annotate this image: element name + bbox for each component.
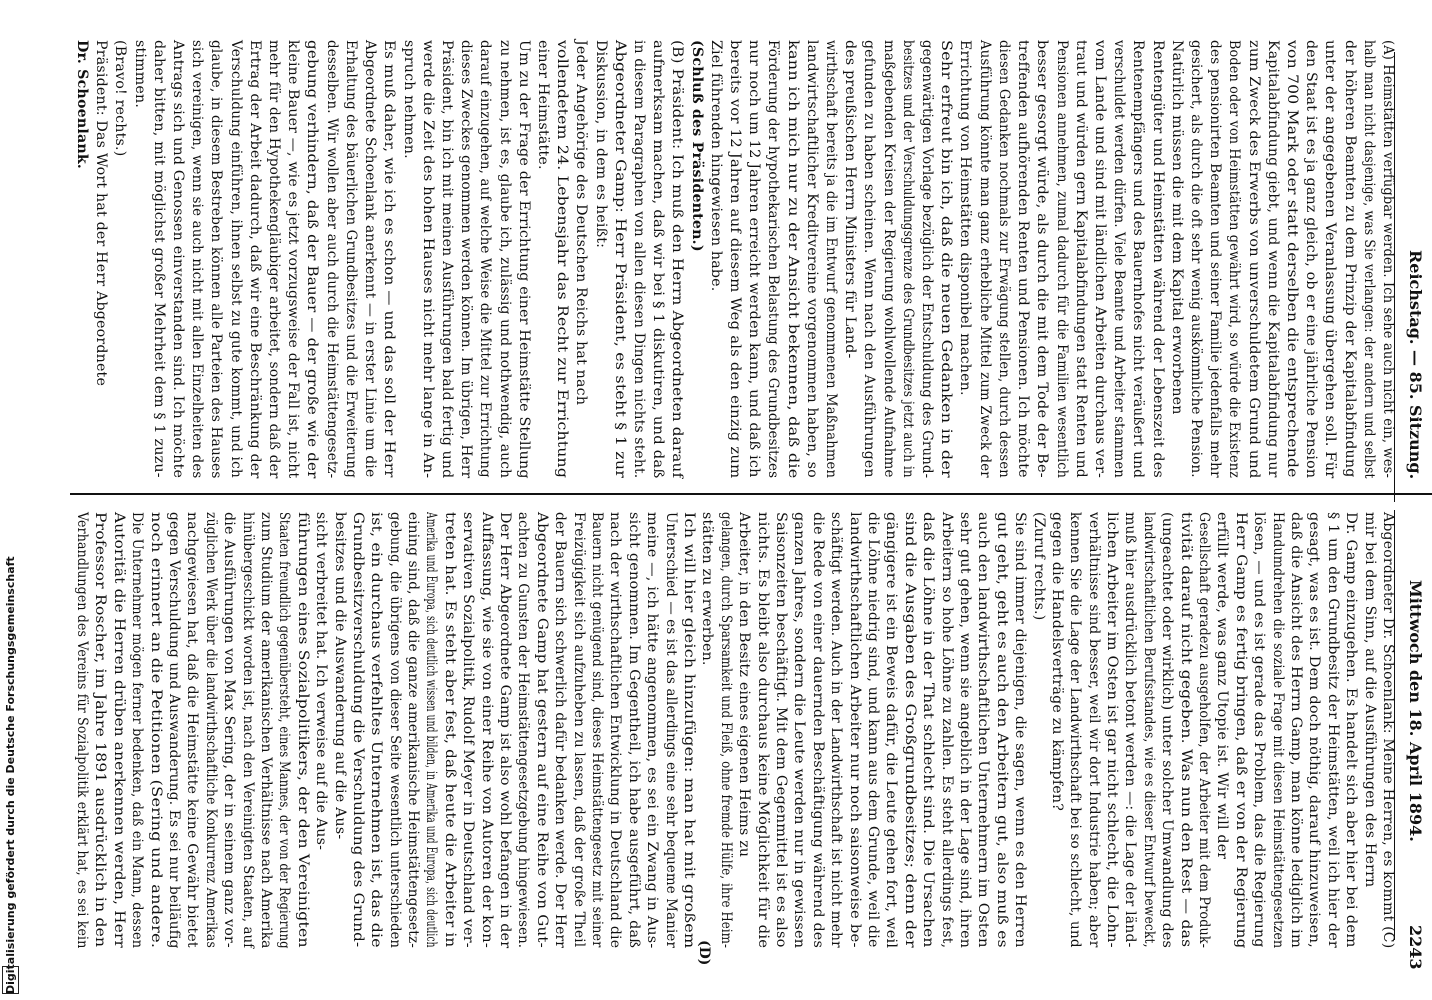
left-column-line: den Staat ist es ja ganz gleich, ob er eine jährliche Pension [1303,40,1320,479]
right-column-line: (ungeachtet oder wirklich) unter solcher Umwandlung des [1159,512,1176,949]
marker-d: (D) [696,940,712,966]
right-column-line: Professor Roscher, im Jahre 1891 ausdrücklich in den [92,512,109,948]
left-column-line: Natürlich müssen die mit dem Kapital erworbenen [1168,40,1185,415]
left-column-line: Sehr erfreut bin ich, daß die neuen Gedanken in der [938,40,955,478]
left-column-line: aufmerksam machen, daß wir bei § 1 diskutiren, und daß [650,40,667,479]
right-column-line: Herr Gamp es fertig bringen, daß er von der Regierung [1232,512,1249,949]
left-column-line: unter der angegebenen Veranlassung übergehen soll. Für [1322,40,1339,479]
left-column-line: Präsident, bin ich mit meinen Ausführungen bald fertig und [438,40,455,479]
left-column-line: nur noch um 12 Jahren erreicht werden kann, und daß ich [746,40,763,478]
right-column-line: die Rede von einer dauernden Beschäftigung während des [809,512,826,948]
credit-sidebar [0,0,20,1000]
left-column-line: Präsident: Das Wort hat der Herr Abgeordnete [93,40,110,387]
left-column-line: Boden oder von Heimstätten gewährt wird, so würde die Existenz [1226,40,1243,479]
left-column-line: (A) Heimstätten verfügbar werden. Ich sehe auch nicht ein, wes- [1380,40,1396,479]
right-column-line: gesagt, was es ist. Dem doch nöthig, darauf hinzuweisen, [1306,512,1323,949]
right-column-line: meine —, ich hätte angenommen, es sei ein Zwang in Aus- [644,512,661,949]
left-column-line: besitzes und der Verschuldungsgrenze des Grundbesitzes jetzt auch in [899,40,916,478]
right-column-line: nachgewiesen hat, daß die Heimstätte keine Gewähr bietet [184,512,201,948]
right-column-line: Auffassung, wie sie von einer Reihe von Autoren der kon- [478,512,495,948]
right-column-line: ist, ein durchaus verfehltes Unternehmen ist, das die [368,512,385,948]
right-column-line: landwirtschaftlichen Berufsstandes, wie es dieser Entwurf beweckt, [1140,512,1157,948]
left-column-line: Antrags sich und Genossen einverstanden sind. Ich möchte [170,40,187,479]
left-column-line: des preußischen Herrn Ministers für Land- [842,40,859,359]
left-column-line: diesen Gedanken nochmals zur Erwägung stellen, durch dessen [995,40,1012,478]
left-column-line: mehr für den Hypothekengläubiger arbeitet, sondern daß der [266,40,283,479]
left-column-line: von 700 Mark oder statt derselben die entsprechende [1283,40,1300,478]
left-column-line: zum Zweck des Erwerbs von unverschuldetem Grund und [1245,40,1262,479]
left-column-line: gegenwärtigen Vorlage bezüglich der Entschuldung des Grund- [919,40,936,479]
right-column-line: die Ausführungen von Max Sering, der in seinem ganz vor- [221,512,238,948]
left-column-line: vom Lande und sind mit ländlichen Arbeiten durchaus ver- [1091,40,1108,479]
dfg-logo-icon [2,966,19,994]
left-column-line: in diesem Paragraphen von allen diesen Dingen nichts steht. [630,40,647,479]
credit-text: Digitalisierung gefördert durch die Deutsche Forschungsgemeinschaft [4,556,17,994]
right-column-line: Abgeordnete Gamp hat gestern auf eine Reihe von Gut- [533,512,550,948]
left-column-line: (Bravo! rechts.) [112,40,129,157]
right-column-line: züglichen Werk über die landwirthschaftliche Konkurrenz Amerikas [202,512,219,948]
right-column-line: Gesellschaft geradezu ausgeholfen, der Arbeiter mit dem Produk- [1196,512,1213,949]
right-column-line: treten hat. Es steht aber fest, daß heute die Arbeiter in [441,512,458,948]
column-divider [70,493,1432,495]
right-column-line: Bauern nicht genügend sind, dieses Heimstättengesetz mit seiner [589,512,606,948]
right-column-line: nichts. Es bleibt also durchaus keine Möglichkeit für die [754,512,771,949]
left-column-line: halb man nicht dasjenige, was Sie verlangen: der andern und selbst [1360,40,1377,479]
right-column-line: Arbeiter, in den Besitz eines eigenen Heims zu [736,512,753,858]
right-column-line: tivität darauf nicht gegeben. Was nun den Rest — das [1177,512,1194,948]
right-column-line: hinübergeschickt worden ist, nach den Vereinigten Staaten, auf [239,512,256,949]
left-column-line: Abgeordnete Schoenlank anerkennt — in erster Linie um die [362,40,379,478]
right-column-line: muß hier ausdrücklich betont werden —: die Lage der länd- [1122,512,1139,948]
right-column-line: mir bei dem Sinn, auf die Ausführungen des Herrn [1361,512,1378,888]
left-column-line: zu nehmen, ist es, glaube ich, zulässig und nothwendig, auch [496,40,513,479]
left-column-line: des pensionirten Beamten und seiner Familie jedenfalls mehr [1207,40,1224,478]
right-column-line: führungen eines Sozialpolitikers, der den Vereinigten [294,512,311,948]
left-column-line: Kapitalabfindung giebt, und wenn die Kapitalabfindung nur [1264,40,1281,478]
right-column-line: Freizügigkeit sich aufzuheben zu lassen, daß der große Theil [570,512,587,948]
left-column-line: vollendetem 24. Lebensjahr das Recht zur Errichtung [554,40,571,479]
left-column-line: Ausführung könnte man ganz erhebliche Mittel zum Zweck der [976,40,993,478]
left-column-line: sich vereinigen, wenn sie auch nicht mit allen Einzelheiten des [189,40,206,479]
right-column-line: Dr. Gamp einzugehen. Es handelt sich aber hier bei dem [1343,512,1360,948]
left-column-line: kann ich mich nur zu der Ansicht bekennen, daß die [784,40,801,479]
left-column-line: Verschuldung einführen, ihnen selbst zu gute kommt, und ich [227,40,244,478]
left-column-line: gesichert, als durch die oft sehr wenig auskömmliche Pension. [1187,40,1204,478]
right-column-line: Autorität die Herren drüben anerkennen werden, Herr [110,512,127,948]
left-column-line: Förderung der hypothekarischen Belastung des Grundbesitzes [765,40,782,479]
right-column-line: auch den landwirthschaftlichen Unternehmern im Osten [975,512,992,948]
left-column-line: glaube, in diesem Bestreben können alle Parteien des Hauses [208,40,225,479]
right-column-line: landwirthschaftlichen Arbeiter nur noch saisonweise be- [846,512,863,948]
left-column-line: stimmen. [131,40,148,109]
right-column-line: ganzen Jahres, sondern die Leute werden nur in gewissen [791,512,808,949]
right-column-line: (Zuruf rechts.) [1030,512,1047,621]
right-column-line: Unterschied — es ist das allerdings eine sehr bequeme Manier [662,512,679,949]
right-column-line: verhältnisse sind besser, weil wir dort Industrie haben; aber [1085,512,1102,948]
header-right: Mittwoch den 18. April 1894. [1406,580,1425,842]
left-column-line: Diskussion, in dem es heißt: [592,40,609,249]
right-column-line: Abgeordneter Dr. Schoenlank: Meine Herren, es kommt (C) [1380,512,1396,949]
left-column-line: werde die Zeit des hohen Hauses nicht mehr lange in An- [419,40,436,479]
right-column-line: Ich will hier gleich hinzufügen: man hat mit großem [681,512,697,949]
right-column-line: noch erinnert an die Petitionen (Sering und andere. [147,512,164,949]
left-column-line: wirthschaft bereits ja die im Entwurf genommenen Maßnahmen [823,40,840,479]
left-column-line: gefunden zu haben scheinen. Wenn nach den Ausführungen [861,40,878,478]
right-column-line: Amerika und Europa, sich deutlich wissen und bilden, in Amerika und Europa, sich deutlich [423,512,440,948]
left-column-line: Jeder Angehörige des Deutschen Reichs hat nach [573,40,590,406]
right-column-line: gegen Verschuldung und Auswanderung. Es sei nur beiläufig [165,512,182,949]
right-column-line: die Löhne niedrig sind, und kann aus dem Grunde, weil die [864,512,881,948]
right-column-line: sehr gut gehen, wenn sie angeblich in der Lage sind, ihren [956,512,973,949]
right-column-line: sicht genommen. Im Gegentheil, ich habe ausgeführt, daß [625,512,642,949]
right-column-line: besitzes und die Auswanderung auf die Aus- [331,512,348,840]
right-column-line: kennen Sie die Lage der Landwirthschaft bei so schlecht, und [1067,512,1084,948]
right-column-line: Staaten freundlich gegenübersteht, eines Mannes, der von der Regierung [276,512,293,949]
header-left: Reichstag. — 85. Sitzung. [1406,250,1425,480]
left-column-line: verschuldet werden dürfen. Viele Beamte und Arbeiter stammen [1111,40,1128,478]
right-column-line: stätten zu erwerben. [699,512,716,666]
left-column-line: gebung verhindern, daß der Bauer — der große wie der [304,40,321,479]
left-column-line: (Schluß des Präsidenten.) [688,40,705,252]
left-column-line: besser gesorgt würde, als durch die mit dem Tode der Be- [1034,40,1051,478]
left-column-line: traut und würden gern Kapitalabfindungen statt Renten und [1072,40,1089,478]
left-column-line: darauf einzugehen, auf welche Weise die Mittel zur Errichtung [477,40,494,478]
right-column-line: daß die Ansicht des Herrn Gamp, man könne lediglich im [1288,512,1305,949]
left-column-line: kleine Bauer —, wie es jetzt vorzugsweise der Fall ist, nicht [285,40,302,479]
right-column-line: schäftigt werden. Auch in der Landwirthschaft ist nicht mehr [828,512,845,948]
left-column-line: Es muß daher, wie ich es schon — und das soll der Herr [381,40,398,478]
right-column-line: § 1 um den Grundbesitz der Heimstätten, weil ich hier der [1324,512,1341,948]
right-column-line: gebung, die übrigens von dieser Seite wesentlich unterschieden [386,512,403,949]
left-column-line: bereits vor 12 Jahren auf diesem Weg als den einzig zum [727,40,743,479]
left-column-line: desselben. Wir wollen aber auch durch die Heimstättengesetz- [323,40,340,479]
left-column-line: Errichtung von Heimstätten disponibel machen. [957,40,974,396]
left-column-line: Pensionen annehmen, zumal dadurch für die Familien wesentlich [1053,40,1070,479]
right-column-line: Handumdrehen die soziale Frage mit diesen Heimstättengesetzen [1269,512,1286,949]
left-column-line: dieses Zweckes genommen werden können. Im übrigen, Herr [458,40,475,479]
left-column-line: Rentenempfängers und des Bauernhofes nicht veräußert und [1130,40,1147,479]
left-column-line: Dr. Schoenlank. [74,40,90,170]
right-column-line: achten zu Gunsten der Heimstättengesetzgebung hingewiesen. [515,512,532,949]
right-column-line: Sie sind immer diejenigen, die sagen, wenn es den Herren [1012,512,1029,948]
right-column-line: gegen die Handelsverträge zu kämpfen? [1048,512,1065,812]
left-column-line: (B) Präsident: Ich muß den Herrn Abgeordneten darauf [669,40,686,479]
right-column-line: eining sind, daß die ganze amerikanische Heimstättengesetz- [405,512,422,949]
left-column-line: landwirtschaftlicher Kreditvereine vorgenommen haben, so [803,40,820,478]
right-column-line: gelangen, durch Sparsamkeit und Fleiß, ohne fremde Hülfe, ihre Heim- [717,512,734,949]
left-column-line: daher bitten, mit möglichst großer Mehrheit dem § 1 zuzu- [150,40,167,478]
left-column-line: Erhaltung des bäuerlichen Grundbesitzes und die Erweiterung [342,40,359,478]
right-column-line: daß die Löhne in der That schlecht sind. Die Ursachen [920,512,937,948]
left-column-line: Um zu der Frage der Errichtung einer Heimstätte Stellung [515,40,532,479]
right-column-line: zum Studium der amerikanischen Verhältnisse nach Amerika [257,512,274,949]
left-column-line: der höheren Beamten zu dem Prinzip der Kapitalabfindung [1341,40,1358,478]
right-column-line: Verhandlungen des Vereins für Sozialpolitik erklärt hat, es sei kein [74,512,90,949]
right-column-line: sicht verbreitet hat. Ich verweise auf die Aus- [313,512,330,851]
left-column-line: spruch nehmen. [400,40,417,159]
left-column-line: Rentengüter und Heimstätten während der Lebenszeit des [1149,40,1166,478]
right-column-line: erfüllt werde, was ganz Utopie ist. Wir will der [1214,512,1231,860]
right-column-line: gängigere ist ein Beweis dafür, die Leute gehen fort, weil [883,512,900,949]
right-column-line: Arbeitern so hohe Löhne zu zahlen. Es steht allerdings fest, [938,512,955,949]
right-column-line: Saisonzeiten beschäftigt. Mit dem Gegenmittel ist es also [772,512,789,948]
left-column-line: treffenden aufhörenden Renten und Pensionen. Ich möchte [1015,40,1032,478]
right-column-line: Der Herr Abgeordnete Gamp ist also wohl befangen in der [497,512,514,949]
right-column-line: sind die Ausgaben des Großgrundbesitzes; denn der [901,512,918,948]
left-column-line: maßgebenden Kreisen der Regierung wohlwollende Aufnahme [880,40,897,478]
page-number: 2243 [1406,925,1425,970]
right-column-line: servativen Sozialpolitik, Rudolf Meyer in Deutschland ver- [460,512,477,948]
right-column-line: Grundbesitzverschuldung die Verschuldung des Grund- [349,512,366,948]
right-column-line: nach der wirthschaftlichen Entwicklung in Deutschland die [607,512,624,949]
right-column-line: der Bauern sich schwerlich dafür bedanken werde. Der Herr [552,512,569,949]
right-column-line: gut geht, geht es auch den Arbeitern gut, also muß es [993,512,1010,948]
left-column-line: Ertrag der Arbeit dadurch, daß wir eine Beschränkung der [246,40,263,479]
left-column-line: Abgeordneter Gamp: Herr Präsident, es steht § 1 zur [611,40,628,479]
left-column-line: Ziel führenden hingewiesen habe. [707,40,724,292]
left-column-line: einer Heimstätte. [534,40,551,170]
right-column-line: lichen Arbeiter im Osten ist gar nicht schlecht, die Lohn- [1104,512,1121,948]
right-column-line: lösen, — und es ist gerade das Problem, das die Regierung [1251,512,1268,948]
right-column-line: Die Unternehmer mögen ferner bedenken, daß ein Mann, dessen [129,512,146,949]
